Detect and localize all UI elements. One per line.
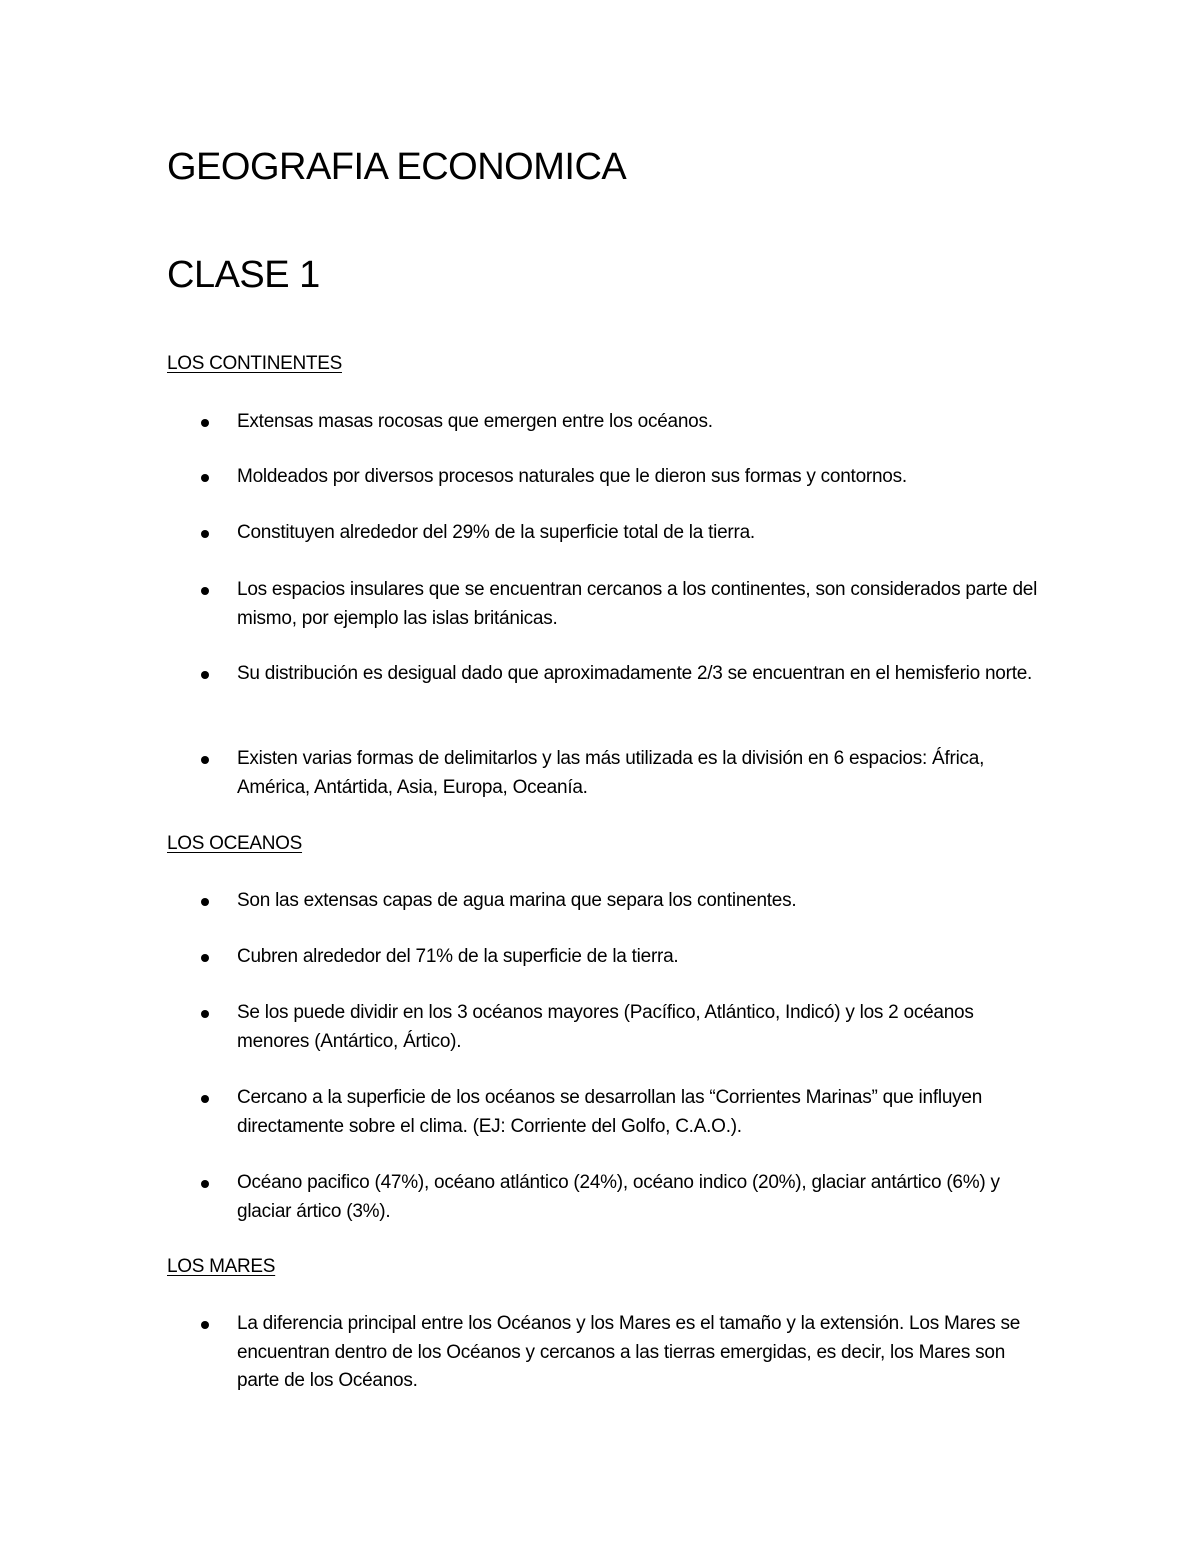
list-item	[237, 999, 1047, 1056]
bullet-icon	[201, 474, 209, 482]
bullet-icon	[201, 1095, 209, 1103]
bullet-icon	[201, 756, 209, 764]
section-heading-mares: LOS MARES	[167, 1256, 276, 1277]
list-item-text: Cercano a la superficie de los océanos se desarrollan las “Corrientes Marinas” que influyen directamente sobre el clima. (EJ: Corriente del Golfo, C.A.O.).	[237, 1087, 983, 1137]
list-item-text: Océano pacifico (47%), océano atlántico (24%), océano indico (20%), glaciar antártico (6%) y glaciar ártico (3%).	[237, 1172, 1000, 1222]
bullet-icon	[201, 898, 209, 906]
bullet-icon	[201, 1180, 209, 1188]
list-item-text: Moldeados por diversos procesos naturales que le dieron sus formas y contornos.	[237, 466, 907, 487]
bullet-icon	[201, 1010, 209, 1018]
list-item	[237, 1310, 1047, 1396]
bullet-icon	[201, 587, 209, 595]
bullet-icon	[201, 530, 209, 538]
list-item-text: La diferencia principal entre los Océanos y los Mares es el tamaño y la extensión. Los Mares se encuentran dentro de los Océanos y cercanos a las tierras emergidas, es decir, los Mares son parte de los Océanos.	[237, 1313, 1021, 1391]
bullet-icon	[201, 419, 209, 427]
list-item-text: Su distribución es desigual dado que aproximadamente 2/3 se encuentran en el hemisferio norte.	[237, 663, 1033, 684]
list-item-text: Se los puede dividir en los 3 océanos mayores (Pacífico, Atlántico, Indicó) y los 2 océanos menores (Antártico, Ártico).	[237, 1002, 974, 1052]
list-item-text: Constituyen alrededor del 29% de la superficie total de la tierra.	[237, 522, 755, 543]
bullet-icon	[201, 954, 209, 962]
list-item-text: Son las extensas capas de agua marina que separa los continentes.	[237, 890, 797, 911]
section-heading-oceanos: LOS OCEANOS	[167, 833, 303, 854]
document-title: GEOGRAFIA ECONOMICA	[167, 146, 627, 188]
list-item	[237, 463, 1047, 492]
class-title: CLASE 1	[167, 254, 320, 296]
list-item	[237, 1169, 1047, 1226]
list-item	[237, 887, 1047, 916]
list-item-text: Los espacios insulares que se encuentran cercanos a los continentes, son considerados parte del mismo, por ejemplo las islas británicas.	[237, 579, 1038, 629]
list-item-text: Existen varias formas de delimitarlos y las más utilizada es la división en 6 espacios: África, América, Antártida, Asia, Europa, Oceanía.	[237, 748, 985, 798]
list-item	[237, 519, 1047, 548]
list-item-text: Extensas masas rocosas que emergen entre los océanos.	[237, 411, 713, 432]
bullet-icon	[201, 671, 209, 679]
list-item	[237, 943, 1047, 972]
list-item-text: Cubren alrededor del 71% de la superficie de la tierra.	[237, 946, 679, 967]
list-item	[237, 576, 1047, 633]
list-item	[237, 1084, 1047, 1141]
bullet-icon	[201, 1321, 209, 1329]
list-item	[237, 745, 1047, 802]
section-heading-continentes: LOS CONTINENTES	[167, 353, 342, 374]
list-item	[237, 660, 1047, 689]
list-item	[237, 408, 1047, 437]
